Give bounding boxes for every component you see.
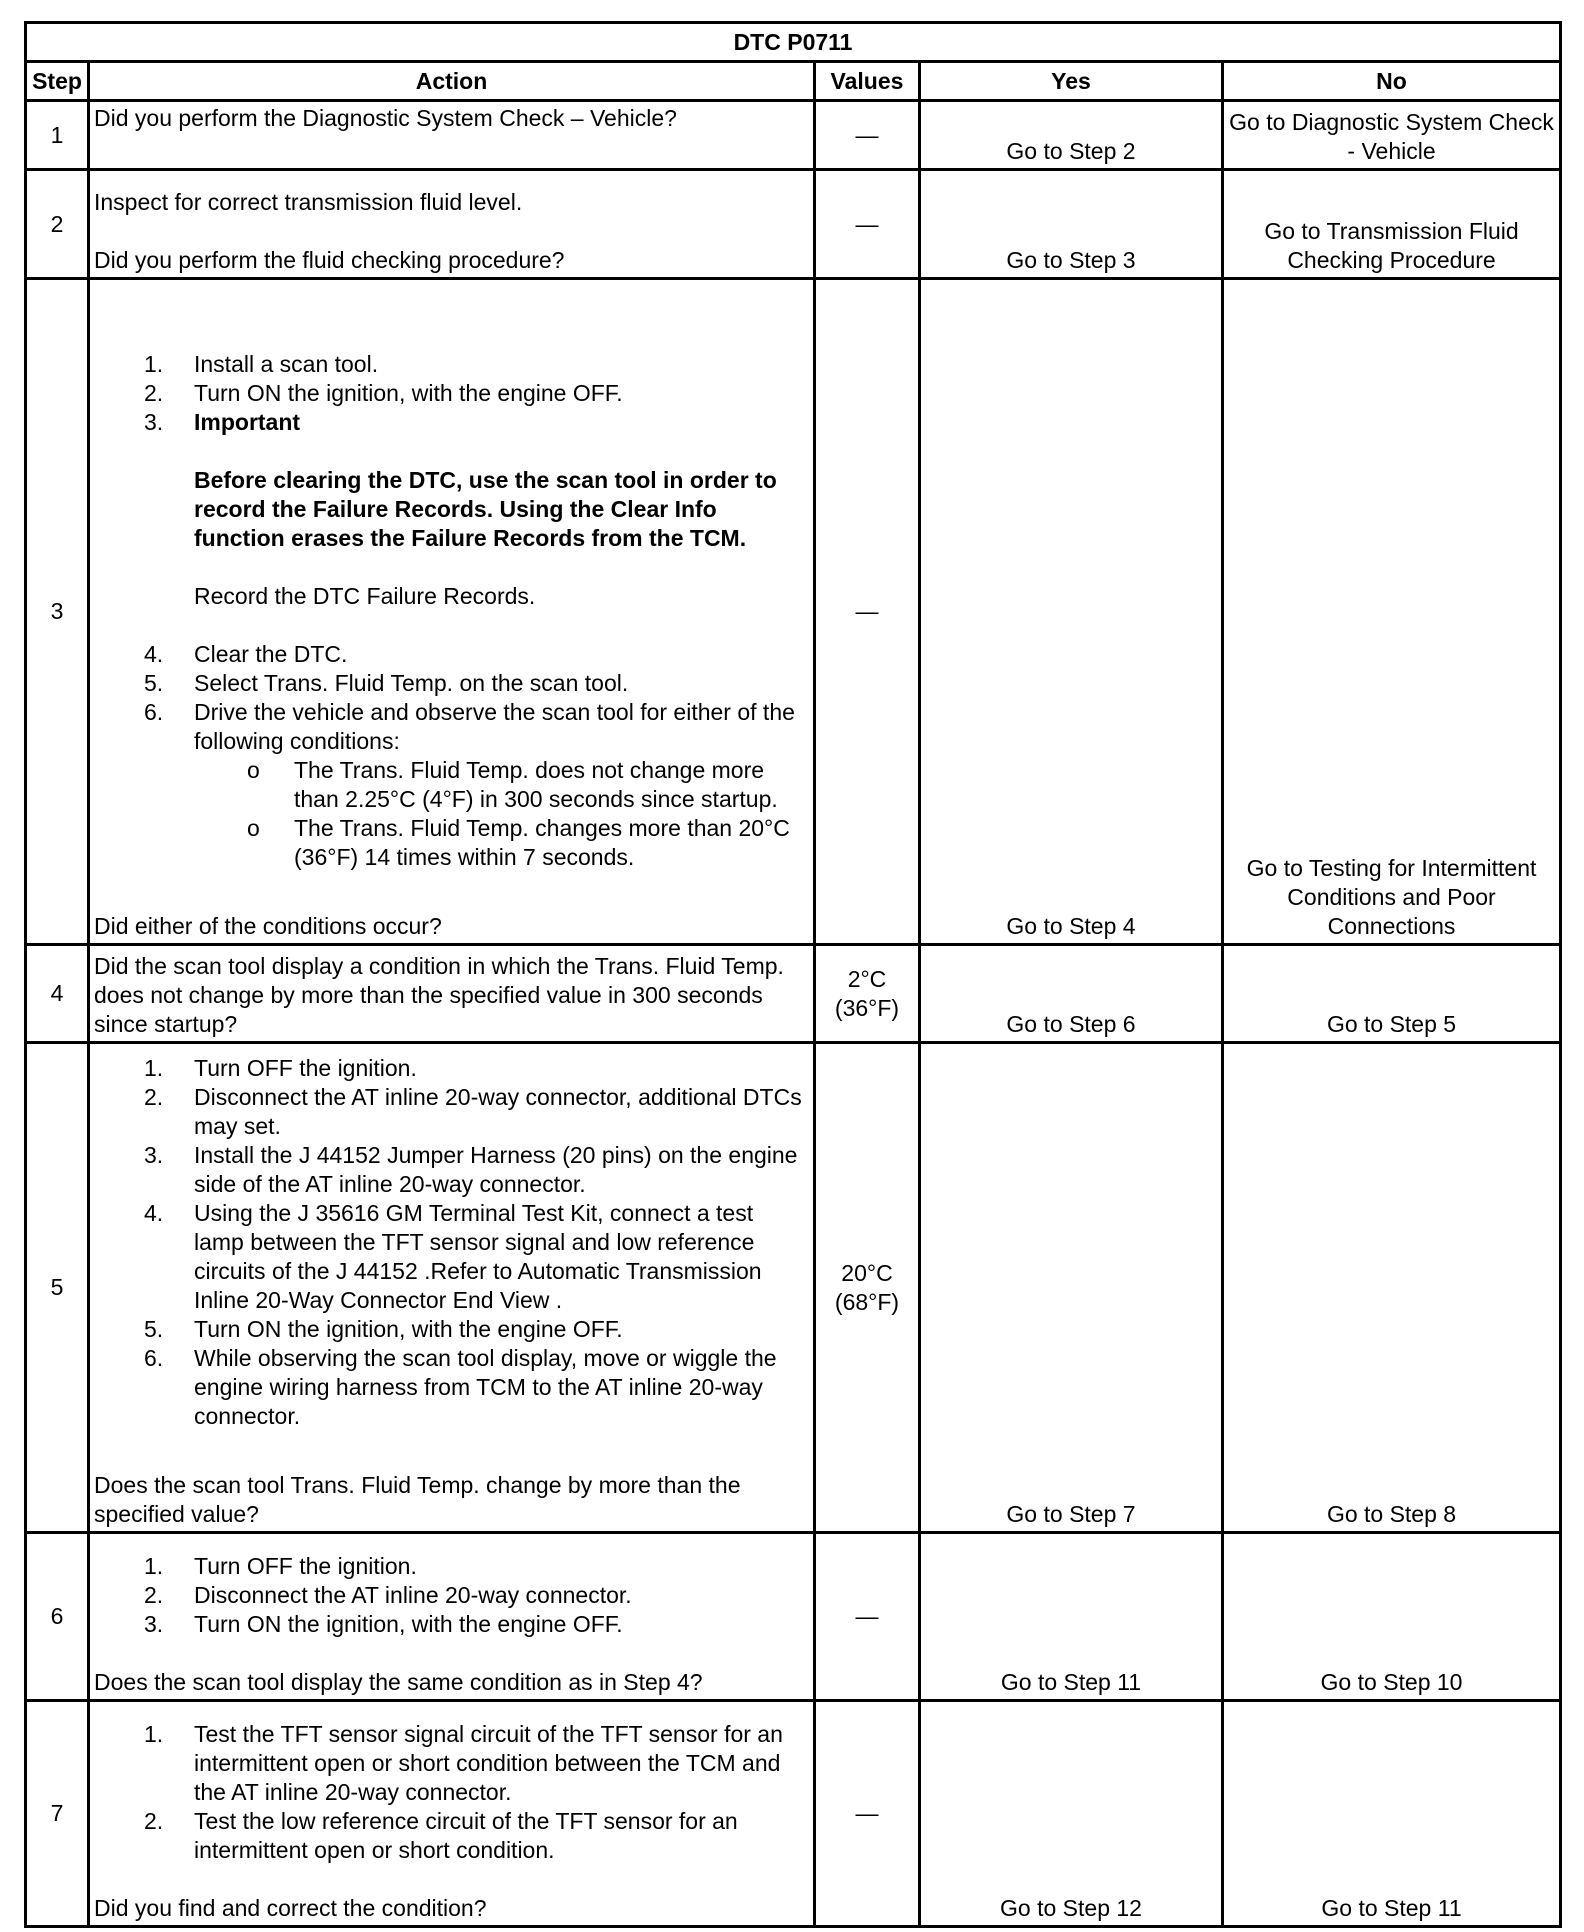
intro-text: Inspect for correct transmission fluid level. bbox=[94, 189, 523, 215]
header-values: Values bbox=[815, 62, 920, 101]
table-row bbox=[26, 945, 1561, 1043]
step-number: 4 bbox=[26, 945, 89, 1043]
value-fahrenheit: (36°F) bbox=[834, 994, 900, 1021]
step-number: 5 bbox=[26, 1043, 89, 1533]
value-cell: — bbox=[815, 170, 920, 279]
no-cell: Go to Step 11 bbox=[1223, 1701, 1561, 1927]
action-cell bbox=[89, 1533, 815, 1701]
list-item: 1. Test the TFT sensor signal circuit of the TFT sensor for an intermittent open or short condition between the TCM and the AT inline 20-way connector. bbox=[144, 1721, 783, 1805]
action-cell bbox=[89, 1043, 815, 1533]
value-fahrenheit: (68°F) bbox=[834, 1288, 900, 1315]
step-number: 3 bbox=[26, 279, 89, 945]
table-row bbox=[26, 1533, 1561, 1701]
list-item: 2. Turn ON the ignition, with the engine OFF. bbox=[144, 380, 623, 406]
no-cell: Go to Testing for Intermittent Conditions and Poor Connections bbox=[1223, 279, 1561, 945]
question-text: Does the scan tool display the same condition as in Step 4? bbox=[94, 1669, 703, 1695]
header-row bbox=[26, 62, 1561, 101]
sub-list-item: o The Trans. Fluid Temp. changes more than 20°C (36°F) 14 times within 7 seconds. bbox=[247, 815, 790, 870]
question-text: Did either of the conditions occur? bbox=[94, 913, 442, 939]
sub-list-item: o The Trans. Fluid Temp. does not change more than 2.25°C (4°F) in 300 seconds since startup. bbox=[247, 757, 778, 812]
action-cell bbox=[89, 945, 815, 1043]
list-item: 4. Using the J 35616 GM Terminal Test Kit, connect a test lamp between the TFT sensor signal and low reference circuits of the J 44152 .Refer to Automatic Transmission Inline 20-Way Connector End View . bbox=[144, 1200, 762, 1313]
list-item: 1. Install a scan tool. bbox=[144, 351, 379, 377]
step-number: 2 bbox=[26, 170, 89, 279]
yes-cell: Go to Step 11 bbox=[920, 1533, 1223, 1701]
record-text: Record the DTC Failure Records. bbox=[194, 583, 536, 609]
header-yes: Yes bbox=[920, 62, 1223, 101]
value-celsius: 2°C bbox=[847, 965, 887, 992]
step-number: 1 bbox=[26, 101, 89, 170]
yes-cell: Go to Step 3 bbox=[920, 170, 1223, 279]
important-note: Before clearing the DTC, use the scan tool in order to record the Failure Records. Using the Clear Info function erases the Failure Records from the TCM. bbox=[194, 467, 777, 551]
list-item: 5. Select Trans. Fluid Temp. on the scan tool. bbox=[144, 670, 629, 696]
no-cell: Go to Step 10 bbox=[1223, 1533, 1561, 1701]
question-text: Did the scan tool display a condition in which the Trans. Fluid Temp. does not change by more than the specified value in 300 seconds since startup? bbox=[94, 953, 784, 1037]
list-item: 1. Turn OFF the ignition. bbox=[144, 1553, 417, 1579]
table-row bbox=[26, 279, 1561, 945]
question-text: Does the scan tool Trans. Fluid Temp. change by more than the specified value? bbox=[94, 1472, 741, 1527]
value-cell: — bbox=[815, 1701, 920, 1927]
action-cell bbox=[89, 170, 815, 279]
list-item: 2. Disconnect the AT inline 20-way connector. bbox=[144, 1582, 632, 1608]
yes-cell: Go to Step 6 bbox=[920, 945, 1223, 1043]
list-item: 2. Disconnect the AT inline 20-way connector, additional DTCs may set. bbox=[144, 1084, 802, 1139]
yes-cell: Go to Step 2 bbox=[920, 101, 1223, 170]
list-item: 2. Test the low reference circuit of the TFT sensor for an intermittent open or short condition. bbox=[144, 1808, 738, 1863]
question-text: Did you find and correct the condition? bbox=[94, 1895, 487, 1921]
no-cell: Go to Step 8 bbox=[1223, 1043, 1561, 1533]
yes-cell: Go to Step 12 bbox=[920, 1701, 1223, 1927]
action-cell bbox=[89, 101, 815, 170]
list-item: 4. Clear the DTC. bbox=[144, 641, 348, 667]
list-item: 5. Turn ON the ignition, with the engine OFF. bbox=[144, 1316, 623, 1342]
step-number: 6 bbox=[26, 1533, 89, 1701]
no-cell: Go to Diagnostic System Check - Vehicle bbox=[1223, 101, 1561, 170]
table-row bbox=[26, 101, 1561, 170]
list-item: 3. Turn ON the ignition, with the engine OFF. bbox=[144, 1611, 623, 1637]
dtc-table bbox=[24, 21, 1562, 1928]
table-row bbox=[26, 1701, 1561, 1927]
yes-cell: Go to Step 7 bbox=[920, 1043, 1223, 1533]
header-action: Action bbox=[89, 62, 815, 101]
table-row bbox=[26, 170, 1561, 279]
value-cell: — bbox=[815, 1533, 920, 1701]
table-row bbox=[26, 1043, 1561, 1533]
no-cell: Go to Transmission Fluid Checking Procedure bbox=[1223, 170, 1561, 279]
value-cell: — bbox=[815, 101, 920, 170]
list-item: 3. Important bbox=[144, 409, 301, 435]
yes-cell: Go to Step 4 bbox=[920, 279, 1223, 945]
header-no: No bbox=[1223, 62, 1561, 101]
value-cell bbox=[815, 945, 920, 1043]
value-cell bbox=[815, 1043, 920, 1533]
value-cell: — bbox=[815, 279, 920, 945]
question-text: Did you perform the fluid checking procedure? bbox=[94, 247, 565, 273]
table-title: DTC P0711 bbox=[26, 23, 1561, 62]
action-cell bbox=[89, 279, 815, 945]
value-celsius: 20°C bbox=[841, 1259, 893, 1286]
header-step: Step bbox=[26, 62, 89, 101]
list-item: 6. Drive the vehicle and observe the scan tool for either of the following conditions: bbox=[144, 699, 795, 754]
step-number: 7 bbox=[26, 1701, 89, 1927]
list-item: 1. Turn OFF the ignition. bbox=[144, 1055, 417, 1081]
no-cell: Go to Step 5 bbox=[1223, 945, 1561, 1043]
action-cell bbox=[89, 1701, 815, 1927]
list-item: 6. While observing the scan tool display, move or wiggle the engine wiring harness from TCM to the AT inline 20-way connector. bbox=[144, 1345, 777, 1429]
list-item: 3. Install the J 44152 Jumper Harness (20 pins) on the engine side of the AT inline 20-way connector. bbox=[144, 1142, 798, 1197]
question-text: Did you perform the Diagnostic System Check – Vehicle? bbox=[94, 105, 677, 131]
